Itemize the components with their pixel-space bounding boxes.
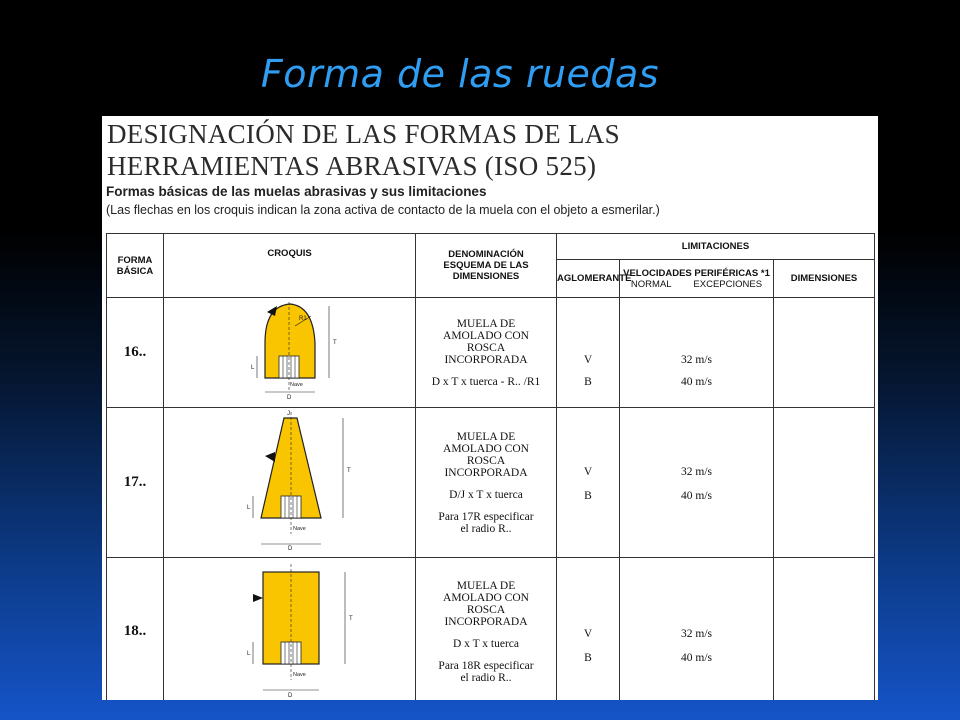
dim-l-16: L bbox=[250, 365, 254, 371]
header-denominacion bbox=[416, 234, 557, 298]
aglomerante-17 bbox=[557, 408, 620, 558]
dim-d-17: D bbox=[287, 546, 292, 552]
sketch-16 bbox=[164, 298, 416, 408]
nave-label-16: Nave bbox=[289, 382, 303, 388]
header-excepciones: EXCEPCIONES bbox=[693, 278, 763, 290]
shapes-table bbox=[106, 233, 875, 700]
dim-l-17: L bbox=[246, 505, 250, 511]
dim-d-16: D bbox=[286, 395, 291, 401]
denom-line: AMOLADO CON bbox=[443, 329, 529, 342]
aglomerante-value: B bbox=[584, 376, 592, 388]
header-basica-line: BÁSICA bbox=[116, 265, 154, 277]
dim-t-16: T bbox=[332, 340, 337, 346]
sketch-18 bbox=[164, 558, 416, 701]
aglomerante-value: V bbox=[583, 628, 593, 640]
dim-j-17: J bbox=[286, 411, 290, 417]
velocidades-16 bbox=[620, 298, 774, 408]
dim-d-18: D bbox=[287, 693, 292, 699]
denom-line: INCORPORADA bbox=[444, 353, 528, 366]
denom-line: AMOLADO CON bbox=[443, 591, 529, 604]
denom-line: INCORPORADA bbox=[444, 615, 528, 628]
denom-line: MUELA DE bbox=[456, 430, 516, 443]
contact-arrow-18 bbox=[253, 594, 263, 602]
forma-id: 17.. bbox=[107, 408, 164, 558]
denom-line: MUELA DE bbox=[456, 579, 516, 592]
heading-line-2: HERRAMIENTAS ABRASIVAS (ISO 525) bbox=[107, 151, 597, 181]
header-dimensiones: DIMENSIONES bbox=[774, 260, 875, 298]
extra-note: el radio R.. bbox=[460, 522, 512, 535]
dims-formula: D/J x T x tuerca bbox=[449, 488, 523, 501]
header-velocidades-line: VELOCIDADES PERIFÉRICAS *1 bbox=[623, 267, 770, 279]
heading-line-1: DESIGNACIÓN DE LAS FORMAS DE LAS bbox=[107, 119, 620, 149]
velocidades-17 bbox=[620, 408, 774, 558]
denominacion-17 bbox=[416, 408, 557, 558]
aglomerante-value: V bbox=[583, 354, 593, 366]
header-denom-line-2: ESQUEMA DE LAS bbox=[443, 260, 529, 271]
denominacion-16 bbox=[416, 298, 557, 408]
header-forma-line: FORMA bbox=[117, 254, 153, 266]
wheel-16-sketch bbox=[165, 298, 415, 402]
slide-title: Forma de las ruedas bbox=[260, 52, 660, 96]
aglomerante-value: B bbox=[584, 652, 592, 664]
nave-label-17: Nave bbox=[292, 526, 306, 532]
header-aglomerante: AGLOMERANTE bbox=[557, 260, 620, 298]
table-row bbox=[107, 558, 875, 701]
extra-note: el radio R.. bbox=[460, 671, 512, 684]
iso-document-image bbox=[102, 116, 878, 700]
header-velocidades bbox=[620, 260, 774, 298]
velocidad-value: 32 m/s bbox=[681, 354, 712, 366]
velocidad-value: 40 m/s bbox=[681, 490, 712, 502]
header-forma-basica bbox=[107, 234, 164, 298]
header-limitaciones: LIMITACIONES bbox=[557, 234, 875, 260]
denom-line: ROSCA bbox=[466, 341, 506, 354]
velocidad-value: 32 m/s bbox=[681, 628, 712, 640]
dimensiones-18 bbox=[774, 558, 875, 701]
dimensiones-17 bbox=[774, 408, 875, 558]
denom-line: MUELA DE bbox=[456, 317, 516, 330]
denom-line: AMOLADO CON bbox=[443, 442, 529, 455]
forma-id: 18.. bbox=[107, 558, 164, 701]
velocidades-18 bbox=[620, 558, 774, 701]
contact-arrow-17 bbox=[265, 452, 275, 462]
denom-line: ROSCA bbox=[466, 603, 506, 616]
denominacion-18 bbox=[416, 558, 557, 701]
header-normal: NORMAL bbox=[630, 278, 672, 290]
extra-note: Para 18R especificar bbox=[438, 659, 534, 672]
header-speed-subcols bbox=[620, 279, 773, 290]
velocidad-value: 40 m/s bbox=[681, 652, 712, 664]
header-croquis: CROQUIS bbox=[164, 234, 416, 298]
document-heading bbox=[107, 118, 707, 182]
forma-id: 16.. bbox=[107, 298, 164, 408]
document-note: (Las flechas en los croquis indican la zona activa de contacto de la muela con el objeto a esmerilar.) bbox=[106, 203, 660, 217]
velocidad-value: 40 m/s bbox=[681, 376, 712, 388]
dims-formula: D x T x tuerca - R.. /R1 bbox=[431, 375, 541, 388]
table-row bbox=[107, 298, 875, 408]
aglomerante-value: B bbox=[584, 490, 592, 502]
document-subtitle: Formas básicas de las muelas abrasivas y sus limitaciones bbox=[106, 184, 487, 199]
sketch-17 bbox=[164, 408, 416, 558]
nave-label-18: Nave bbox=[292, 672, 306, 678]
aglomerante-value: V bbox=[583, 466, 593, 478]
dim-r1-16: R1 bbox=[298, 316, 307, 322]
dim-t-17: T bbox=[346, 468, 351, 474]
denom-line: ROSCA bbox=[466, 454, 506, 467]
denom-line: INCORPORADA bbox=[444, 466, 528, 479]
table-row bbox=[107, 408, 875, 558]
velocidad-value: 32 m/s bbox=[681, 466, 712, 478]
dim-l-18: L bbox=[246, 651, 250, 657]
extra-note: Para 17R especificar bbox=[438, 510, 534, 523]
dimensiones-16 bbox=[774, 298, 875, 408]
dim-t-18: T bbox=[348, 616, 353, 622]
aglomerante-18 bbox=[557, 558, 620, 701]
header-denom-line-1: DENOMINACIÓN bbox=[448, 249, 524, 260]
aglomerante-16 bbox=[557, 298, 620, 408]
wheel-18-sketch bbox=[165, 558, 415, 700]
header-denom-line-3: DIMENSIONES bbox=[452, 271, 520, 282]
wheel-17-sketch bbox=[165, 408, 415, 552]
dims-formula: D x T x tuerca bbox=[452, 637, 519, 650]
